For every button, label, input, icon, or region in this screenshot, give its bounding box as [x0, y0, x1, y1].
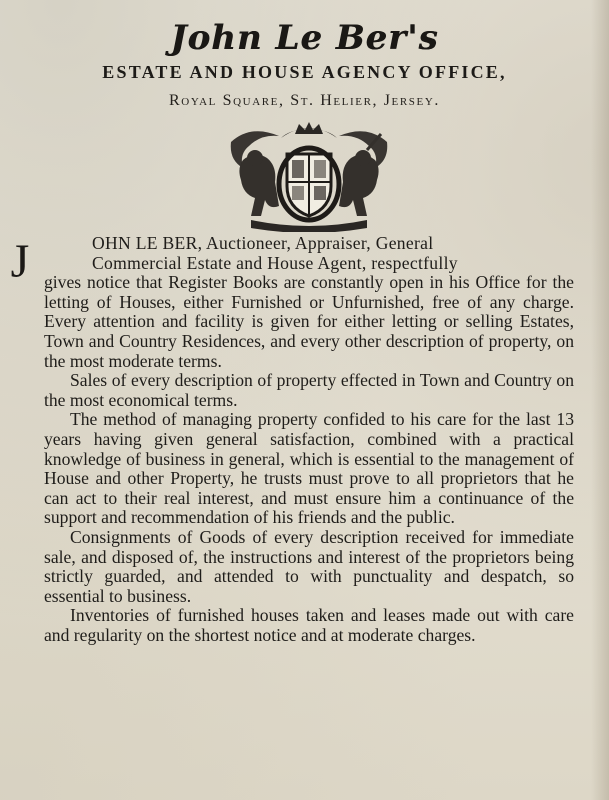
paragraph-4: Consignments of Goods of every description received for immediate sale, and disposed of, the instructions and interest of the proprietors being strictly guarded, and attended to with punctuality and despatch, so essential to business.	[44, 526, 574, 606]
page-edge-shadow	[591, 0, 609, 800]
page-title: John Le Ber's	[170, 18, 439, 58]
paragraph-5: Inventories of furnished houses taken and leases made out with care and regularity on the shortest notice and at moderate charges.	[44, 605, 574, 645]
office-address: Royal Square, St. Helier, Jersey.	[169, 92, 440, 109]
advertisement-body	[44, 234, 574, 645]
paragraph-1-line-1: OHN LE BER, Auctioneer, Appraiser, General	[92, 233, 434, 253]
drop-cap: J	[10, 235, 30, 288]
royal-coat-of-arms-icon	[221, 120, 397, 232]
paragraph-1-line-2: Commercial Estate and House Agent, respectfully	[92, 252, 458, 273]
paragraph-2: Sales of every description of property effected in Town and Country on the most economical terms.	[44, 370, 574, 410]
office-subtitle: ESTATE AND HOUSE AGENCY OFFICE,	[102, 62, 507, 82]
paragraph-3: The method of managing property confided to his care for the last 13 years having given general satisfaction, combined with a practical knowledge of business in general, which is essential to the management of House and other Property, he trusts must prove to all proprietors that he can act to their real interest, and must ensure him a continuance of the support and recommendation of his friends and the public.	[44, 409, 574, 528]
paragraph-1: gives notice that Register Books are constantly open in his Office for the letting of Houses, either Furnished or Unfurnished, free of any charge. Every attention and facility is given for either letting or selling Estates, Town and Country Residences, and every other description of property, on the most moderate terms.	[44, 272, 574, 371]
